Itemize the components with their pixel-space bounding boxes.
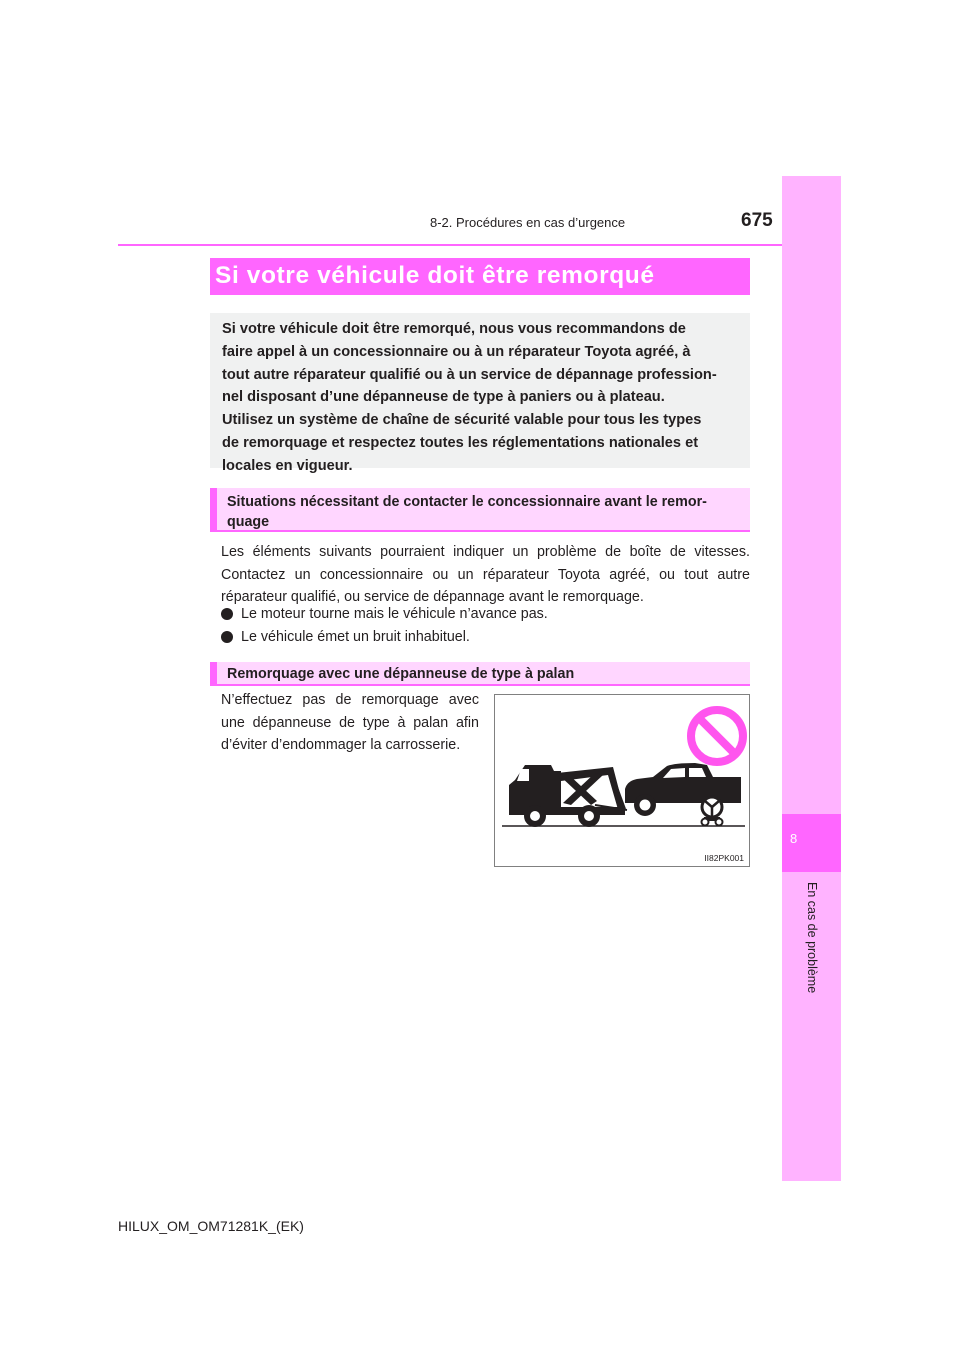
paragraph-text: Les éléments suivants pourraient indiquer un problème de boîte de vitesses. Contactez un concessionnaire ou un réparateur Toyota agréé, ou tout autre réparateur qualifié, ou service de dépannage avant le remorquage.	[221, 544, 750, 606]
intro-text	[222, 318, 740, 478]
intro-line: faire appel à un concessionnaire ou à un réparateur Toyota agréé, à	[222, 343, 691, 360]
list-item-text: Le véhicule émet un bruit inhabituel.	[241, 629, 470, 646]
section-paragraph-dealer-contact	[221, 541, 750, 609]
chapter-number-block	[782, 814, 841, 872]
towing-illustration	[494, 694, 750, 867]
intro-line: tout autre réparateur qualifié ou à un service de dépannage profession-	[222, 366, 717, 383]
bullet-icon	[221, 608, 233, 620]
intro-line: locales en vigueur.	[222, 457, 353, 474]
document-code: HILUX_OM_OM71281K_(EK)	[118, 1218, 304, 1234]
section-paragraph-wrecker-towing	[221, 689, 479, 757]
page-number: 675	[741, 210, 773, 231]
wrecker-truck-illustration	[509, 765, 627, 827]
intro-line: nel disposant d’une dépanneuse de type à paniers ou à plateau.	[222, 389, 665, 406]
intro-line: de remorquage et respectez toutes les réglementations nationales et	[222, 434, 699, 451]
chapter-number: 8	[790, 831, 798, 846]
chapter-side-tab	[782, 176, 841, 1181]
bullet-icon	[221, 631, 233, 643]
section-heading-line: Situations nécessitant de contacter le concessionnaire avant le remor-	[227, 494, 707, 510]
prohibition-icon	[691, 710, 743, 762]
list-item-text: Le moteur tourne mais le véhicule n’avance pas.	[241, 606, 548, 622]
page-title-bar	[210, 258, 750, 295]
intro-summary-box	[210, 313, 750, 474]
paragraph-text: N’effectuez pas de remorquage avec une dépanneuse de type à palan afin d’éviter d’endommager la carrosserie.	[221, 692, 479, 754]
chapter-label: En cas de problème	[805, 882, 819, 994]
header-divider	[118, 244, 841, 246]
figure-code: II82PK001	[704, 853, 744, 863]
list-item	[221, 626, 548, 649]
section-heading-line: quage	[227, 514, 270, 530]
page-title: Si votre véhicule doit être remorqué	[215, 262, 655, 289]
intro-line: Si votre véhicule doit être remorqué, nous vous recommandons de	[222, 321, 686, 337]
section-heading-wrecker-towing	[210, 662, 750, 686]
intro-line: Utilisez un système de chaîne de sécurité valable pour tous les types	[222, 412, 702, 429]
section-heading-text: Remorquage avec une dépanneuse de type à palan	[227, 666, 575, 682]
header-section-title: 8-2. Procédures en cas d’urgence	[430, 215, 626, 230]
list-item	[221, 603, 548, 626]
symptom-list	[221, 603, 548, 649]
pickup-truck-illustration	[625, 763, 741, 826]
wrecker-towing-drawing	[495, 695, 751, 868]
section-heading-dealer-contact	[210, 488, 750, 532]
